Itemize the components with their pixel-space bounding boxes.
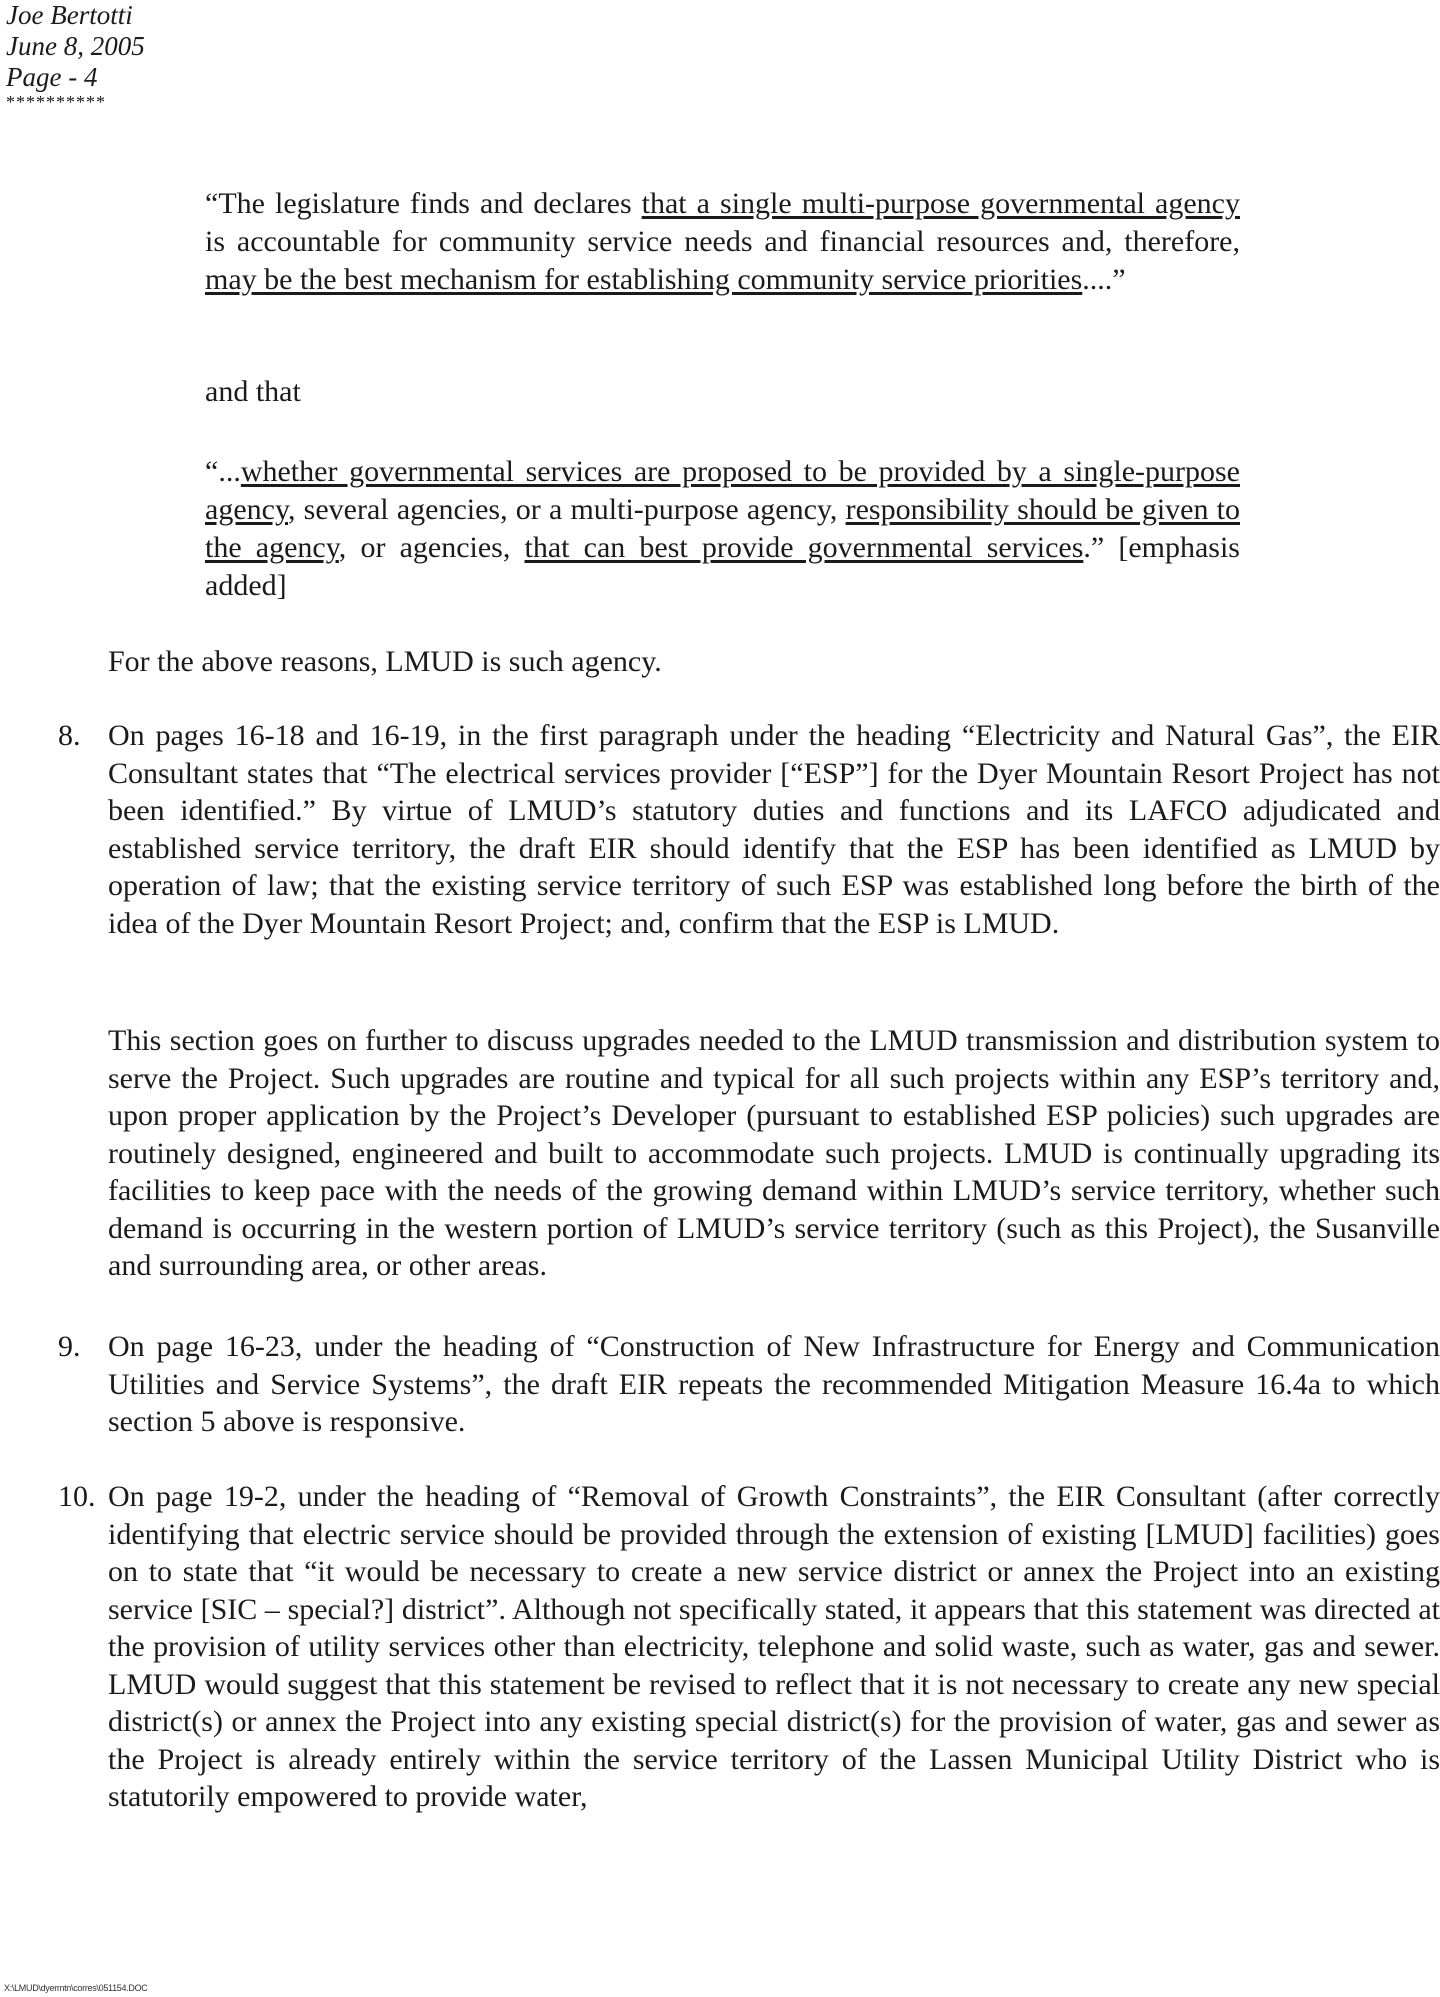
item-10: [58, 1478, 1440, 1816]
quote-text: , or agencies,: [338, 531, 525, 564]
recipient-name: Joe Bertotti: [6, 0, 133, 30]
item-number: 8.: [58, 719, 81, 752]
quote-text: ....”: [1082, 263, 1126, 296]
item-number: 10.: [58, 1480, 96, 1513]
quote-emphasis: responsibility should be given to the agency: [205, 493, 1240, 564]
quote-text: , several agencies, or a multi-purpose agency,: [288, 493, 846, 526]
quote-text: “The legislature finds and declares: [205, 187, 642, 220]
quote-governmental-services: [205, 453, 1240, 605]
letter-header: [6, 0, 145, 111]
page-number: Page - 4: [6, 62, 98, 92]
file-path-footer: X:\LMUD\dyermtn\corres\051154.DOC: [4, 1983, 148, 1993]
letter-date: June 8, 2005: [6, 31, 145, 61]
conclusion-paragraph: For the above reasons, LMUD is such agency.: [108, 645, 662, 678]
quote-emphasis: that can best provide governmental services: [524, 531, 1084, 564]
item-text: On page 16-23, under the heading of “Construction of New Infrastructure for Energy and Communication Utilities and Service Systems”, the draft EIR repeats the recommended Mitigation Measure 16.4a to which section 5 above is responsive.: [108, 1330, 1440, 1438]
header-separator: **********: [6, 92, 106, 112]
quote-legislature-findings: [205, 185, 1240, 299]
quote-emphasis: that a single multi-purpose governmental agency: [641, 187, 1240, 220]
quote-emphasis: whether governmental services are proposed to be provided by a single-purpose agency: [205, 455, 1240, 526]
item-number: 9.: [58, 1330, 81, 1363]
item-text: On page 19-2, under the heading of “Removal of Growth Constraints”, the EIR Consultant (after correctly identifying that electric service should be provided through the extension of existing [LMUD] facilities) goes on to state that “it would be necessary to create a new service district or annex the Project into an existing service [SIC – special?] district”. Although not specifically stated, it appears that this statement was directed at the provision of utility services other than electricity, telephone and solid waste, such as water, gas and sewer. LMUD would suggest that this statement be revised to reflect that it is not necessary to create any new special district(s) or annex the Project into any existing special district(s) for the provision of water, gas and sewer as the Project is already entirely within the service territory of the Lassen Municipal Utility District who is statutorily empowered to provide water,: [108, 1480, 1440, 1813]
item-8-continuation: This section goes on further to discuss upgrades needed to the LMUD transmission and distribution system to serve the Project. Such upgrades are routine and typical for all such projects within any ESP’s territory and, upon proper application by the Project’s Developer (pursuant to established ESP policies) such upgrades are routinely designed, engineered and built to accommodate such projects. LMUD is continually upgrading its facilities to keep pace with the needs of the growing demand within LMUD’s service territory, whether such demand is occurring in the western portion of LMUD’s service territory (such as this Project), the Susanville and surrounding area, or other areas.: [108, 1024, 1440, 1282]
quote-emphasis: may be the best mechanism for establishing community service priorities: [205, 263, 1083, 296]
item-8: [58, 717, 1440, 942]
item-9: [58, 1328, 1440, 1441]
and-that-text: and that: [205, 375, 301, 408]
quote-text: .” [emphasis added]: [205, 531, 1240, 602]
item-text: On pages 16-18 and 16-19, in the first paragraph under the heading “Electricity and Natural Gas”, the EIR Consultant states that “The electrical services provider [“ESP”] for the Dyer Mountain Resort Project has not been identified.” By virtue of LMUD’s statutory duties and functions and its LAFCO adjudicated and established service territory, the draft EIR should identify that the ESP has been identified as LMUD by operation of law; that the existing service territory of such ESP was established long before the birth of the idea of the Dyer Mountain Resort Project; and, confirm that the ESP is LMUD.: [108, 719, 1440, 940]
quote-text: is accountable for community service needs and financial resources and, therefore,: [205, 225, 1240, 258]
quote-text: “...: [205, 455, 241, 488]
